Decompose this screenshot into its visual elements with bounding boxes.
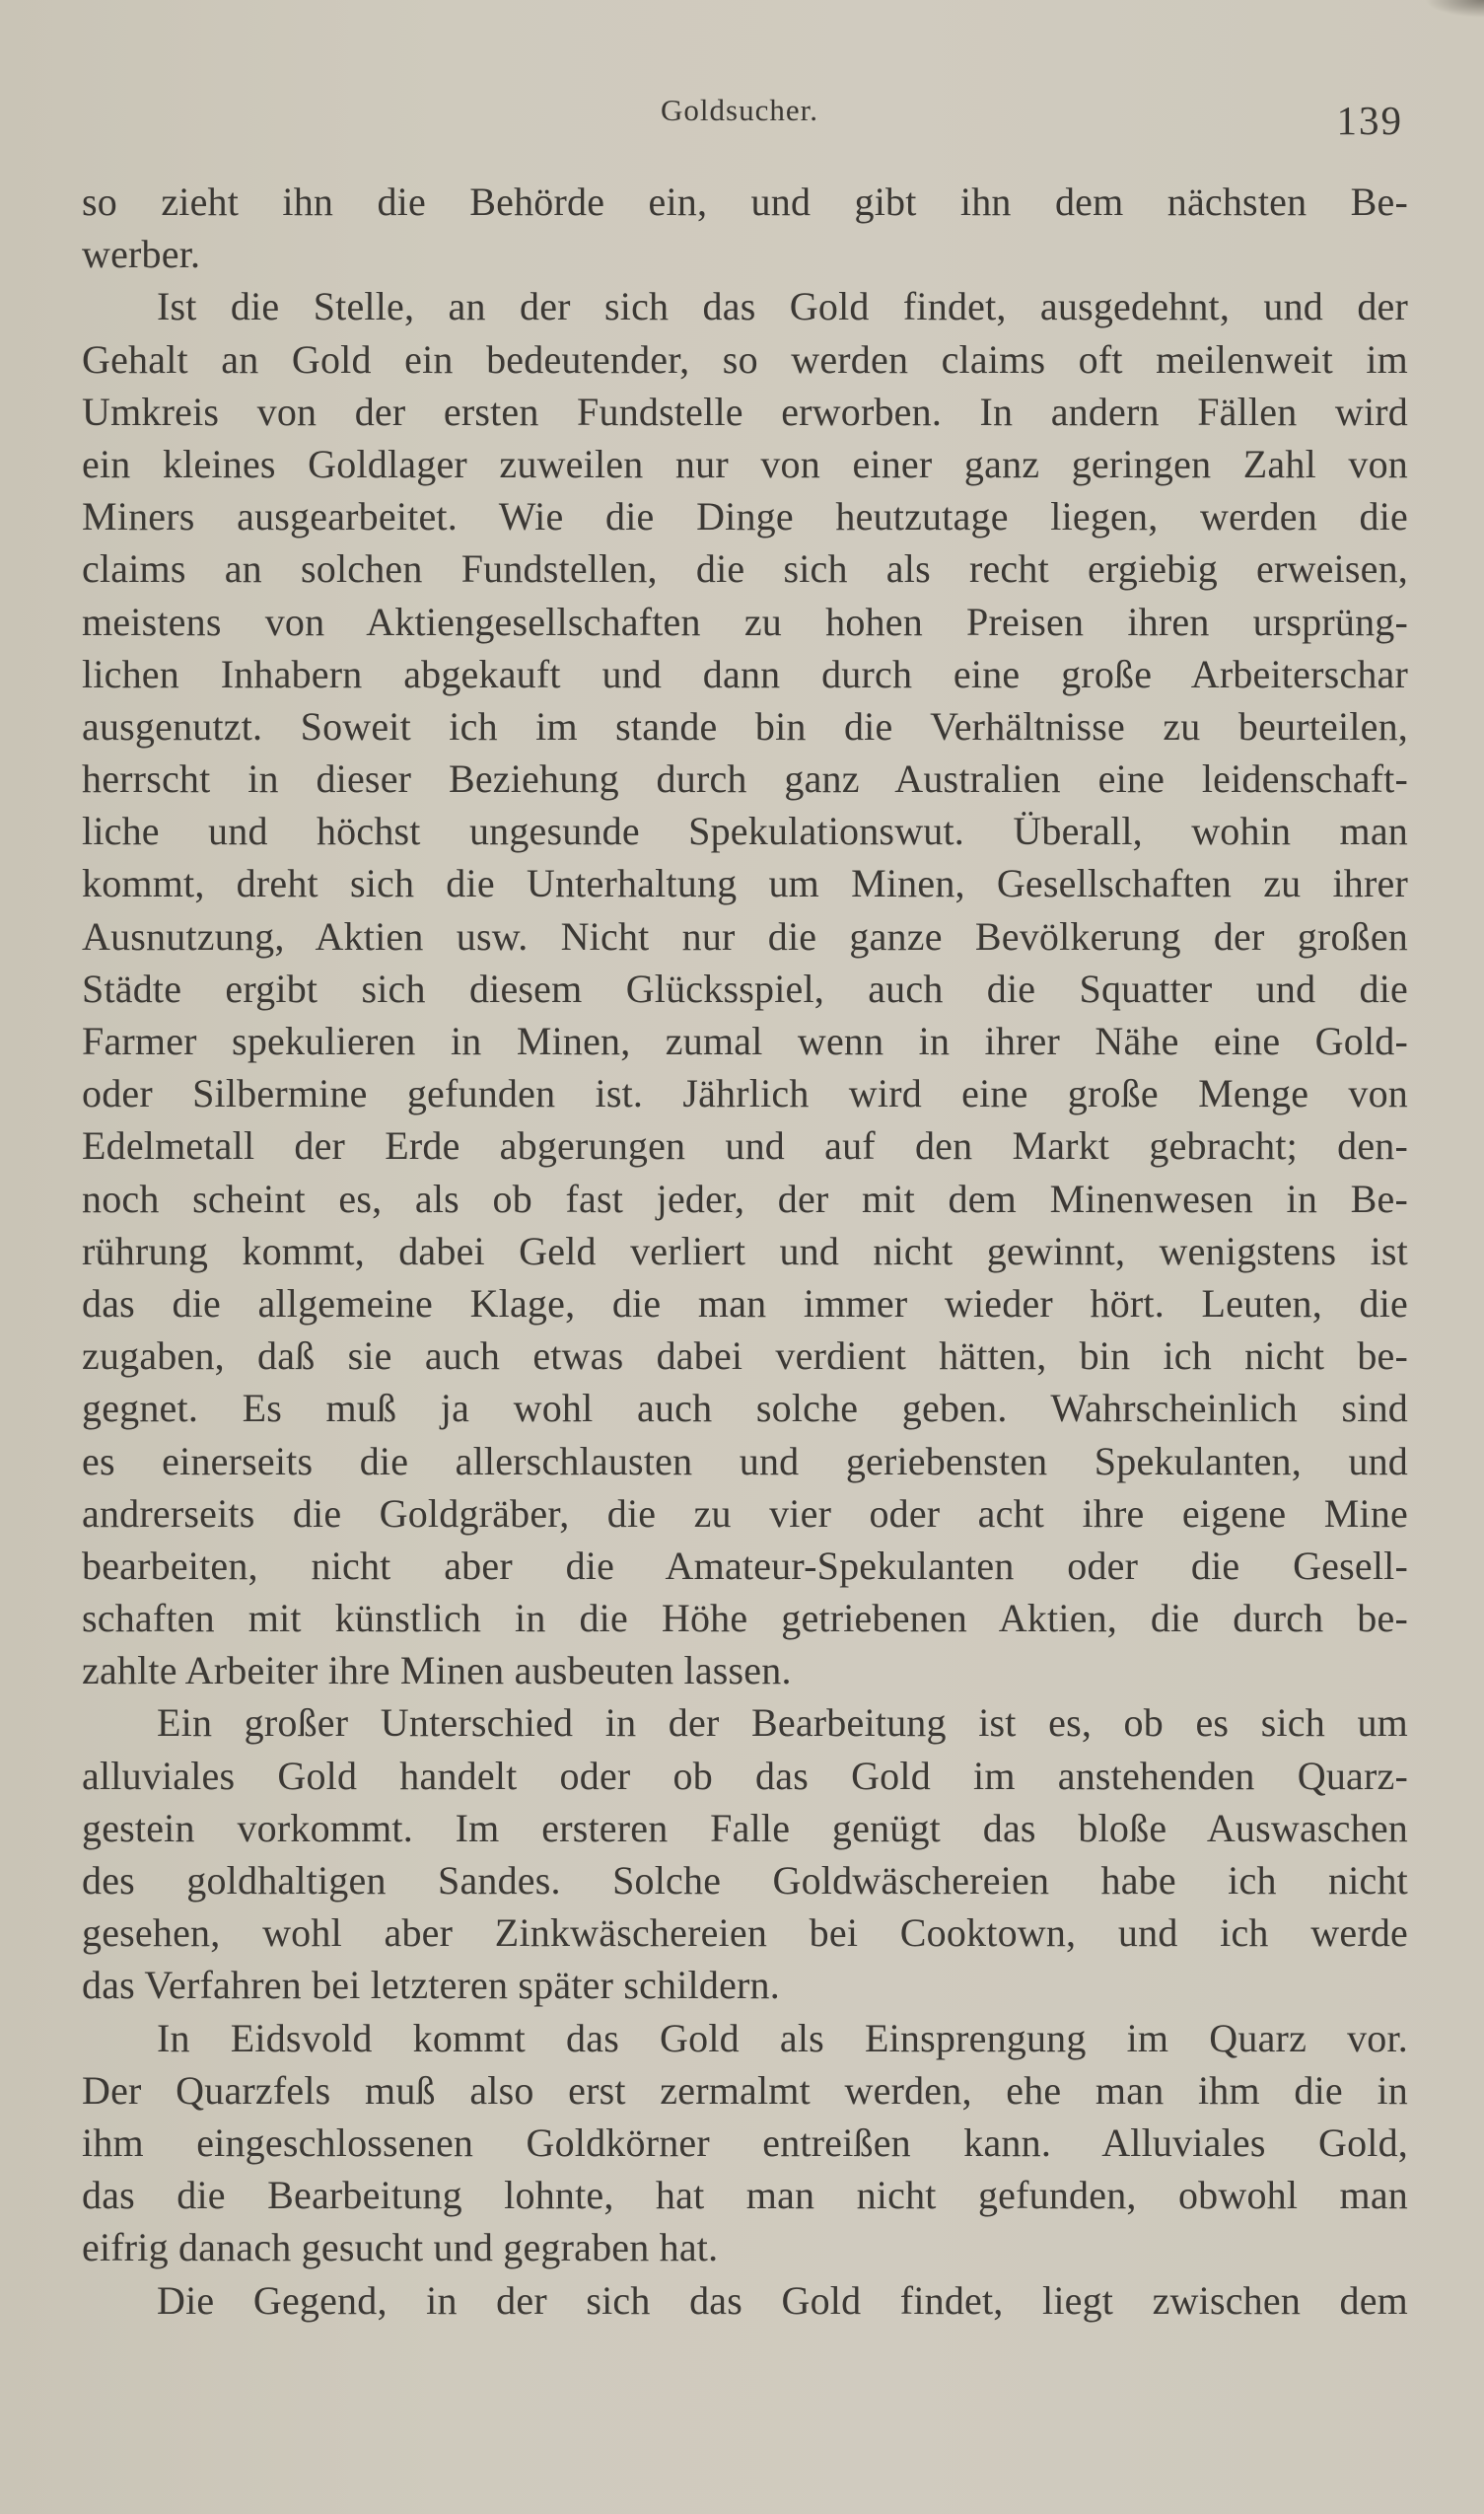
text-line: so zieht ihn die Behörde ein, und gibt ihn dem nächsten Be- [82,180,1408,224]
text-line: Städte ergibt sich diesem Glücksspiel, auch die Squatter und die [82,966,1408,1011]
text-line: das die allgemeine Klage, die man immer wieder hört. Leuten, die [82,1280,1408,1326]
text-line: oder Silbermine gefunden ist. Jährlich wird eine große Menge von [82,1071,1408,1116]
text-line: schaften mit künstlich in die Höhe getriebenen Aktien, die durch be- [82,1596,1408,1641]
text-line: Umkreis von der ersten Fundstelle erworben. In andern Fällen wird [82,389,1408,434]
running-head [0,93,1484,142]
text-line: Miners ausgearbeitet. Wie die Dinge heutzutage liegen, werden die [82,494,1408,539]
text-line: Ist die Stelle, an der sich das Gold findet, ausgedehnt, und der [157,284,1408,329]
text-line: des goldhaltigen Sandes. Solche Goldwäschereien habe ich nicht [82,1858,1408,1903]
text-line: gestein vorkommt. Im ersteren Falle genügt das bloße Auswaschen [82,1805,1408,1850]
text-line: In Eidsvold kommt das Gold als Einsprengung im Quarz vor. [157,2015,1408,2060]
text-line: claims an solchen Fundstellen, die sich als recht ergiebig erweisen, [82,546,1408,592]
text-line: gegnet. Es muß ja wohl auch solche geben. Wahrscheinlich sind [82,1386,1408,1431]
text-line: andrerseits die Goldgräber, die zu vier oder acht ihre eigene Mine [82,1490,1408,1536]
text-line: das Verfahren bei letzteren später schildern. [82,1963,780,2008]
text-line: Gehalt an Gold ein bedeutender, so werden claims oft meilenweit im [82,336,1408,382]
text-line: bearbeiten, nicht aber die Amateur-Spekulanten oder die Gesell- [82,1543,1408,1588]
text-line: ihm eingeschlossenen Goldkörner entreißen kann. Alluviales Gold, [82,2119,1408,2165]
page-corner-shadow [1425,0,1484,18]
text-line: Edelmetall der Erde abgerungen und auf den Markt gebracht; den- [82,1123,1408,1169]
text-line: werber. [82,232,201,277]
text-line: Farmer spekulieren in Minen, zumal wenn in ihrer Nähe eine Gold- [82,1019,1408,1063]
text-line: rührung kommt, dabei Geld verliert und nicht gewinnt, wenigstens ist [82,1228,1408,1273]
text-line: kommt, dreht sich die Unterhaltung um Minen, Gesellschaften zu ihrer [82,861,1408,906]
text-line: Die Gegend, in der sich das Gold findet, liegt zwischen dem [157,2277,1408,2323]
text-line: herrscht in dieser Beziehung durch ganz Australien eine leidenschaft- [82,756,1408,802]
text-line: alluviales Gold handelt oder ob das Gold im anstehenden Quarz- [82,1753,1408,1798]
text-line: noch scheint es, als ob fast jeder, der mit dem Minenwesen in Be- [82,1176,1408,1221]
text-line: Der Quarzfels muß also erst zermalmt werden, ehe man ihm die in [82,2067,1408,2113]
text-line: es einerseits die allerschlausten und geriebensten Spekulanten, und [82,1438,1408,1483]
text-line: eifrig danach gesucht und gegraben hat. [82,2225,719,2270]
body-text [82,176,1408,2327]
text-line: liche und höchst ungesunde Spekulationswut. Überall, wohin man [82,809,1408,854]
text-line: Ein großer Unterschied in der Bearbeitung ist es, ob es sich um [157,1700,1408,1746]
page-number: 139 [1336,98,1403,143]
text-line: zahlte Arbeiter ihre Minen ausbeuten lassen. [82,1648,792,1693]
text-line: ausgenutzt. Soweit ich im stande bin die Verhältnisse zu beurteilen, [82,703,1408,749]
text-line: lichen Inhabern abgekauft und dann durch eine große Arbeiterschar [82,651,1408,696]
text-line: Ausnutzung, Aktien usw. Nicht nur die ganze Bevölkerung der großen [82,913,1408,959]
text-line: ein kleines Goldlager zuweilen nur von einer ganz geringen Zahl von [82,441,1408,486]
text-line: zugaben, daß sie auch etwas dabei verdient hätten, bin ich nicht be- [82,1333,1408,1379]
text-line: meistens von Aktiengesellschaften zu hohen Preisen ihren ursprüng- [82,599,1408,644]
text-line: das die Bearbeitung lohnte, hat man nicht gefunden, obwohl man [82,2173,1408,2218]
text-line: gesehen, wohl aber Zinkwäschereien bei Cooktown, und ich werde [82,1910,1408,1956]
running-title: Goldsucher. [661,93,818,127]
